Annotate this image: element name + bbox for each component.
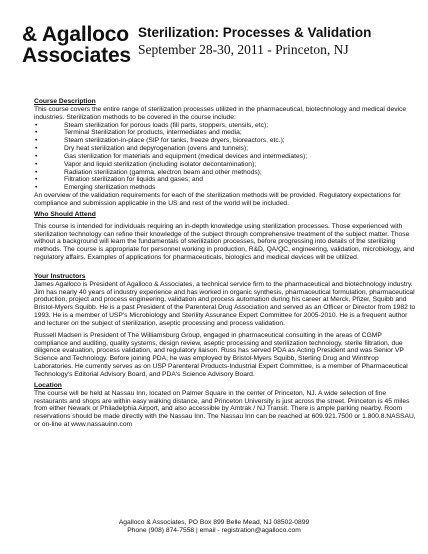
who-should-attend-text: This course is intended for individuals requiring an in-depth knowledge using sterilization processes. Those experienced with sterilization technology can refine their knowledge of the subject through comprehensive treatment of the subject matter. Those without a background will learn the fundamentals of sterilization processes, before progressing into details of the sterilizing methods. The course is appropriate for personnel working in production, R&D, QA/QC, engineering, validation, microbiology, and regulatory affairs. Examples of applications for pharmaceuticals, biologics and medical devices will be utilized. xyxy=(34,222,415,262)
course-title: Sterilization: Processes & Validation xyxy=(138,25,372,40)
company-logo xyxy=(22,24,131,66)
sterilization-methods-list xyxy=(34,122,416,193)
location-text: The course will be held at Nassau Inn, located on Palmer Square in the center of Princeton, NJ. A wide selection of fine restaurants and shops are within easy walking distance, and Princeton University is just across the street. Princeton is 45 miles from either Newark or Philadelphia Airport, and also accessible by Amtrak / NJ Transit. There is ample parking nearby. Room reservations should be made directly with the Nassau Inn. The Nassau Inn can be reached at 609.921.7500 or 1.800.8.NASSAU, or on-line at www.nassauinn.com xyxy=(34,389,416,429)
list-item: • Radiation sterilization (gamma, electron beam and other methods); xyxy=(34,169,416,177)
header xyxy=(0,0,428,80)
list-item: • Dry heat sterilization and depyrogenation (ovens and tunnels); xyxy=(34,145,416,153)
instructor-madsen-bio: Russell Madsen is President of The Williamsburg Group, engaged in pharmaceutical consulting in the areas of CGMP compliance and auditing, quality systems, design review, aseptic processing and sterilization technology, sterile filtration, due diligence evaluation, process validation, and regulatory liaison. Russ has served PDA as Acting President and was Senior VP Science and Technology. Before joining PDA, he was employed by Bristol-Myers Squibb, Sterling Drug and Winthrop Laboratories. He currently serves as on USP Parenteral Products-Industrial Expert Committee, is a member of Pharmaceutical Technology's Editorial Advisory Board, and PDA's Science Advisory Board. xyxy=(34,331,408,378)
logo-line-1: & Agalloco xyxy=(22,23,129,46)
footer xyxy=(0,519,428,535)
course-date-location: September 28-30, 2011 - Princeton, NJ xyxy=(138,42,349,57)
instructors-heading: Your Instructors xyxy=(34,272,86,280)
who-should-attend-heading: Who Should Attend xyxy=(34,210,96,218)
course-description-intro: This course covers the entire range of sterilization processes utilized in the pharmaceutical, biotechnology and medical device industries. Sterilization methods to be covered in the course include: xyxy=(34,105,407,121)
course-description-outro: An overview of the validation requirements for each of the sterilization methods will be provided. Regulatory expectations for compliance and submission applicable in the US and rest of the world will be included. xyxy=(34,192,401,207)
footer-address: Agalloco & Associates, PO Box 899 Belle Mead, NJ 08502-0899 xyxy=(118,519,310,526)
list-item: • Steam sterilization-in-place (SIP for tanks, freeze dryers, bioreactors, etc.); xyxy=(34,137,416,145)
who-should-attend-section xyxy=(34,211,416,262)
course-description-section xyxy=(34,98,416,208)
instructor-agalloco-bio: James Agalloco is President of Agalloco & Associates, a technical service firm to the pharmaceutical and biotechnology industry. Jim has nearly 40 years of industry experience and has worked in organic synthesis, pharmaceutical formulation, pharmaceutical production, project and process engineering, validation and process automation during his career at Merck, Pfizer, Squibb and Bristol-Myers Squibb. He is a past President of the Parenteral Drug Association and served as an Officer or Director from 1982 to 1993. He is a member of USP's Microbiology and Sterility Assurance Expert Committee for 2005-2010. He is a frequent author and lecturer on the subject of sterilization, aseptic processing and process validation. xyxy=(34,280,416,327)
footer-contact: Phone (908) 874-7558 | email - registration@agalloco.com xyxy=(127,527,301,535)
location-heading: Location xyxy=(34,381,62,389)
list-item: • Steam sterilization for porous loads (fill parts, stoppers, utensils, etc); xyxy=(34,122,416,130)
list-item: • Vapor and liquid sterilization (including isolator decontamination); xyxy=(34,161,416,169)
content xyxy=(34,98,416,429)
course-description-heading: Course Description xyxy=(34,98,96,105)
list-item: • Emerging sterilization methods xyxy=(34,184,416,192)
instructors-section xyxy=(34,273,416,379)
location-section xyxy=(34,382,416,429)
list-item: • Gas sterilization for materials and equipment (medical devices and intermediates); xyxy=(34,153,416,161)
list-item: • Terminal Sterilization for products, intermediates and media; xyxy=(34,129,416,137)
list-item: • Filtration sterilization for liquids and gases; and xyxy=(34,176,416,184)
logo-line-2: Associates xyxy=(22,44,131,67)
